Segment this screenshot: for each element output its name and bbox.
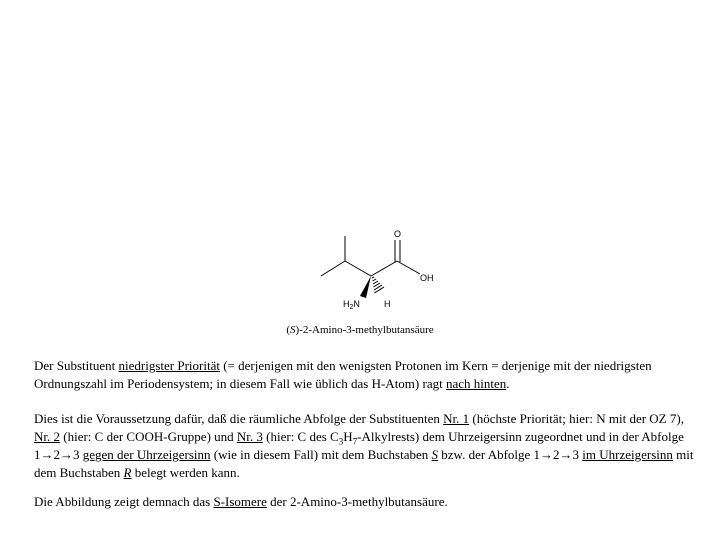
molecule-structure — [300, 225, 450, 315]
hash-h-1 — [372, 277, 374, 278]
hash-h-2 — [373, 279, 377, 281]
atom-nh2: $H_2N$ — [343, 299, 360, 311]
atom-o: O — [394, 229, 402, 239]
hash-h-3 — [373, 281, 378, 284]
paragraph-conclusion: Die Abbildung zeigt demnach das S-Isomere der 2-Amino-3-methylbutansäure. — [34, 494, 448, 509]
paragraph-sequence: Dies ist die Voraussetzung dafür, daß die räumliche Abfolge der Substituenten Nr. 1 (höchste Priorität; hier: N mit der OZ 7), Nr. 2 (hier: C der COOH-Gruppe) und Nr. 3 (hier: C des $C_3H_7-Alkylrests$) dem Uhrzeigersinn zugeordnet und in der Abfolge 1→2→3 gegen der Uhrzeigersinn (wie in diesem Fall) mit dem Buchstaben S bzw. der Abfolge 1→2→3 im Uhrzeigersinn mit dem Buchstaben R belegt werden kann. — [34, 411, 694, 480]
bond-ch-calpha — [345, 261, 371, 276]
bond-c-oh — [397, 261, 420, 274]
figure-caption: (S)-2-Amino-3-methylbutansäure — [286, 324, 434, 336]
atom-h: H — [384, 299, 391, 309]
atom-oh: OH — [420, 273, 434, 283]
bond-calpha-carboxyl — [371, 261, 397, 276]
hash-h-6 — [375, 287, 385, 293]
wedge-bond-n — [360, 276, 371, 298]
paragraph-priority: Der Substituent niedrigster Priorität (= derjenigen mit den wenigsten Protonen im Kern = derjenige mit der niedrigsten Ordnungszahl im Periodensystem; in diesem Fall wie üblich das H-Atom) ragt nach hinten. — [34, 358, 652, 391]
bond-methyl-left — [321, 261, 345, 276]
